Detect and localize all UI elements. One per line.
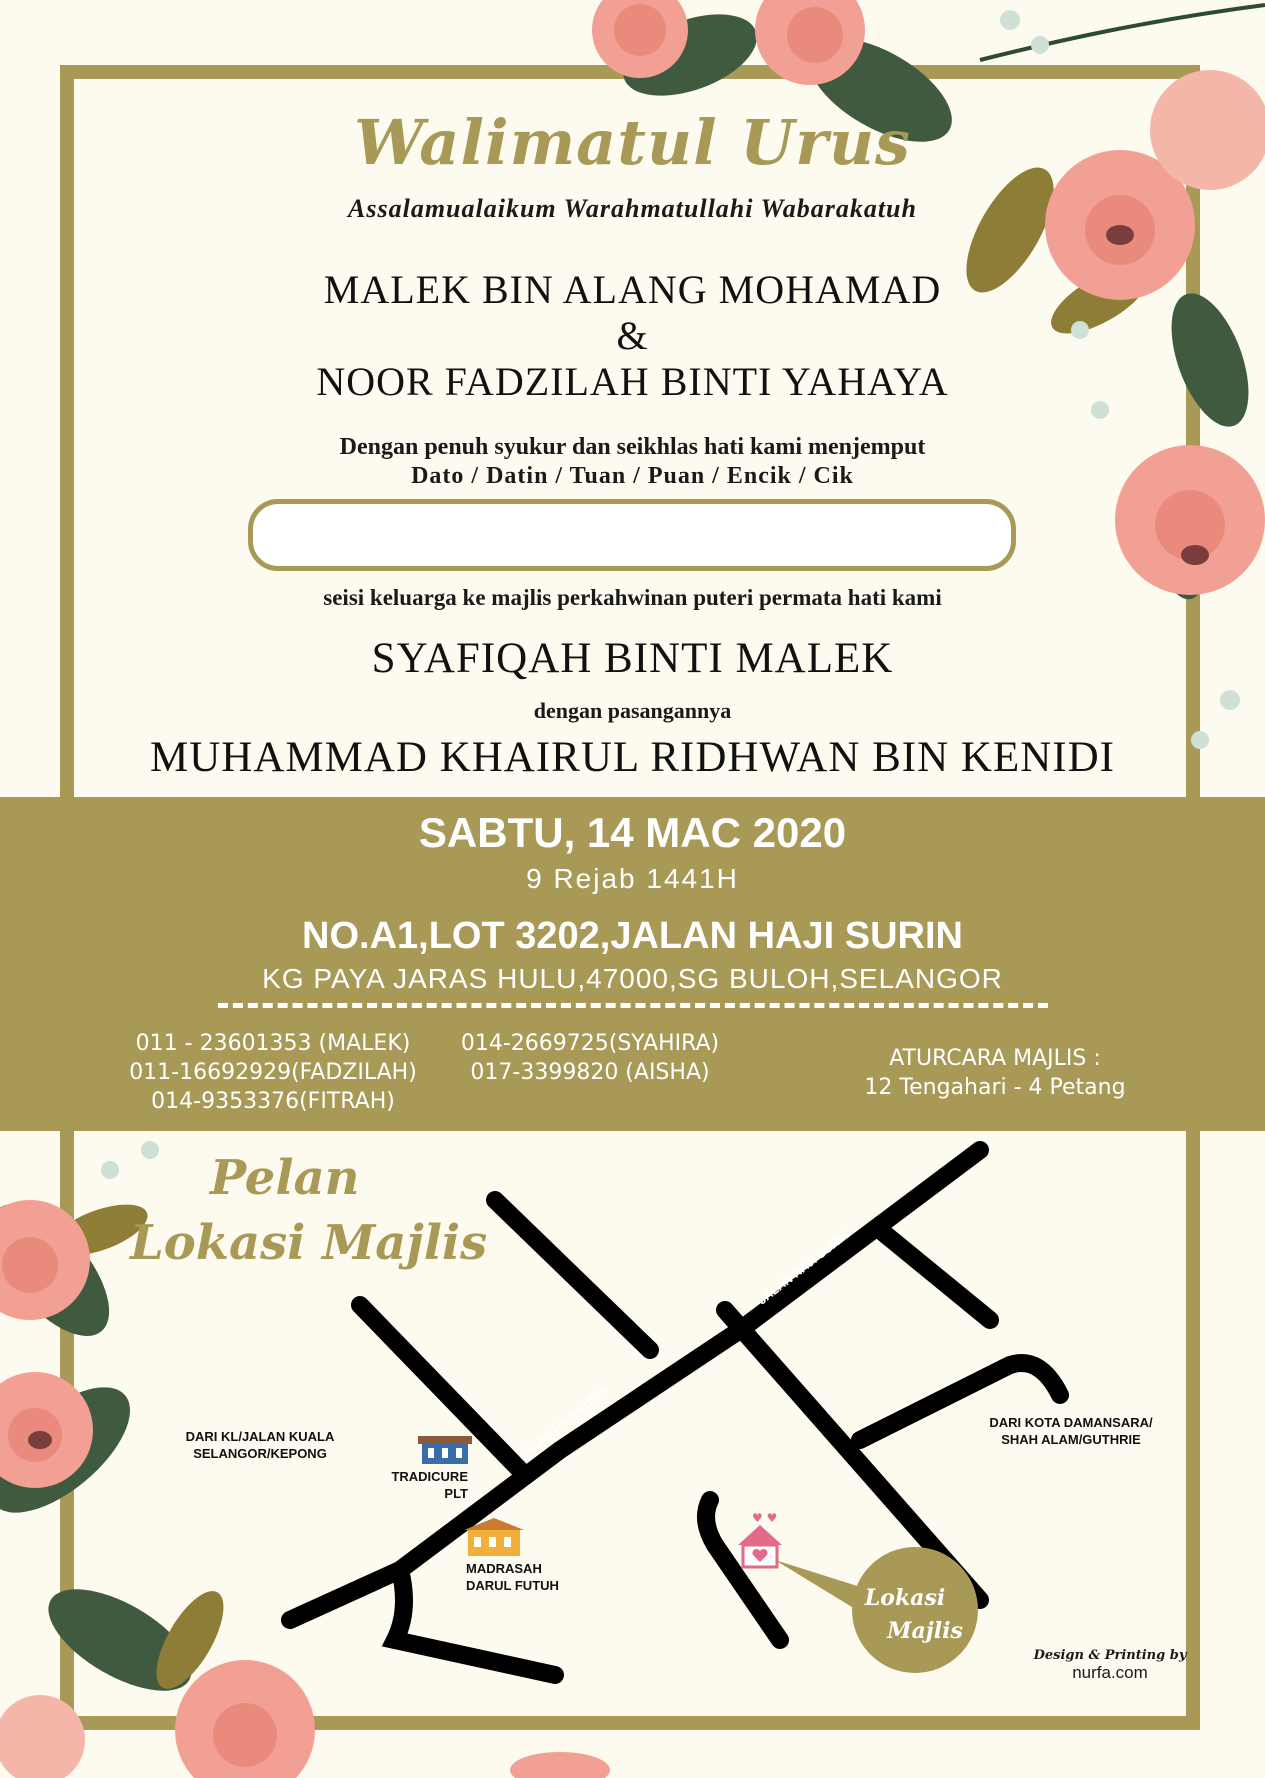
map-title-1: Pelan: [210, 1150, 360, 1206]
credit-line-2: nurfa.com: [1072, 1663, 1148, 1682]
from-left-line-1: DARI KL/JALAN KUALA: [185, 1429, 335, 1444]
title: Walimatul Urus: [354, 106, 911, 179]
invite-line-2: Dato / Datin / Tuan / Puan / Encik / Cik: [411, 463, 854, 489]
badge-line-1: Lokasi: [864, 1585, 946, 1611]
schedule-label: ATURCARA MAJLIS :: [889, 1046, 1101, 1071]
road-label-1: JALAN HAJI SURIN: [515, 1382, 612, 1463]
invite-line-1: Dengan penuh syukur dan seikhlas hati kami menjemput: [339, 434, 926, 460]
landmark-tradicure-line-2: PLT: [444, 1486, 468, 1501]
from-left-line-2: SELANGOR/KEPONG: [193, 1446, 327, 1461]
road-right-1: [880, 1230, 990, 1320]
contact-syahira: 014-2669725(SYAHIRA): [460, 1031, 720, 1056]
svg-text:♥ ♥: ♥ ♥: [752, 1511, 778, 1525]
schedule-time: 12 Tengahari - 4 Petang: [864, 1075, 1126, 1100]
landmark-tradicure-line-1: TRADICURE: [391, 1469, 468, 1484]
badge-line-2: Majlis: [887, 1618, 963, 1644]
from-right-line-2: SHAH ALAM/GUTHRIE: [1001, 1432, 1141, 1447]
host-ampersand: &: [616, 313, 649, 358]
host-name-2: NOOR FADZILAH BINTI YAHAYA: [316, 359, 949, 404]
clinic-icon: [418, 1436, 472, 1464]
from-left-label: [160, 1428, 360, 1462]
bride-name: SYAFIQAH BINTI MALEK: [371, 635, 894, 682]
contact-malek: 011 - 23601353 (MALEK): [135, 1031, 411, 1056]
road-label-2: JALAN HAJI SURIN: [755, 1227, 852, 1308]
event-address-2: KG PAYA JARAS HULU,47000,SG BULOH,SELANGOR: [262, 963, 1003, 994]
landmark-madrasah: [466, 1560, 586, 1594]
landmark-tradicure: [378, 1468, 468, 1502]
family-line: seisi keluarga ke majlis perkahwinan puteri permata hati kami: [323, 585, 942, 610]
contact-fadzilah: 011-16692929(FADZILAH): [129, 1060, 417, 1085]
greeting: Assalamualaikum Warahmatullahi Wabarakatuh: [348, 194, 917, 223]
landmark-madrasah-line-2: DARUL FUTUH: [466, 1578, 559, 1593]
groom-name: MUHAMMAD KHAIRUL RIDHWAN BIN KENIDI: [149, 734, 1115, 781]
map-title-2: Lokasi Majlis: [130, 1215, 488, 1271]
contact-aisha: 017-3399820 (AISHA): [470, 1060, 710, 1085]
event-date: SABTU, 14 MAC 2020: [418, 809, 847, 856]
from-right-line-1: DARI KOTA DAMANSARA/: [989, 1415, 1153, 1430]
from-right-label: [966, 1414, 1176, 1448]
credit-line-1: Design & Printing by: [1033, 1648, 1187, 1663]
credit: [1030, 1648, 1190, 1683]
landmark-madrasah-line-1: MADRASAH: [466, 1561, 542, 1576]
contact-fitrah: 014-9353376(FITRAH): [151, 1089, 395, 1114]
home-pin-icon: [738, 1511, 782, 1567]
event-address-1: NO.A1,LOT 3202,JALAN HAJI SURIN: [302, 915, 963, 957]
road-main: [290, 1150, 980, 1620]
event-hijri-date: 9 Rejab 1441H: [526, 863, 739, 894]
partner-line: dengan pasangannya: [533, 698, 732, 723]
host-name-1: MALEK BIN ALANG MOHAMAD: [323, 267, 942, 312]
road-diagonal-1: [495, 1200, 650, 1350]
